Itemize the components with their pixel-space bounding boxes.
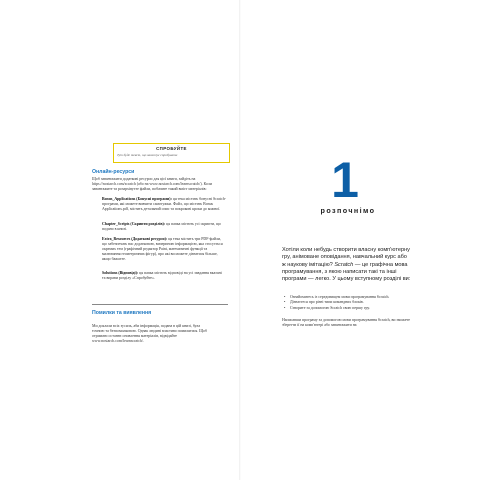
chapter-intro-scratch: Scratch <box>334 261 354 268</box>
chapter-intro-text: — це графічна мова програмування, з якою написати такі та інші програми — легко. У цьому вступному розділі ви: <box>282 261 411 283</box>
right-page <box>240 0 480 480</box>
resource-item <box>102 197 226 212</box>
resource-item <box>102 222 226 232</box>
resource-item <box>102 237 226 262</box>
online-resources-intro: Щоб завантажити додаткові ресурси для цієї книги, зайдіть на https://nostarch.com/scratch (або на www.nostarch.com/learnscratch/). Коли завантажите та розархівуєте файли, побачите такий вміст матеріалів: <box>92 177 212 191</box>
resource-item-text: ця папка містить відповіді на усі завдання вказані та вправи розділу «Спробуйте». <box>102 271 222 280</box>
errors-text: Ми доклали всіх зусиль, аби інформація, подана в цій книзі, була точною та безпомилковою. Однак людині властиво помилятися. Щоб отримати останнє оновлення матеріалів, відвідайте www.nostarch.com/learnscratch/. <box>92 324 207 343</box>
chapter-number: 1 <box>331 152 359 208</box>
resource-item-label: Chapter_Scripts (Скрипти розділів): <box>102 222 166 226</box>
errors-heading: Помилки та виявлення <box>92 310 152 316</box>
resource-item-label: Extra_Resources (Додаткові ресурси): <box>102 237 168 241</box>
resource-item-label: Bonus_Applications (Бонусні програми): <box>102 197 172 201</box>
resource-item-label: Solutions (Відповіді): <box>102 271 139 275</box>
list-item: • Створите за допомогою Scratch свою першу гру. <box>290 306 426 311</box>
resource-item-text: ця папка містить усі скрипти, що подано в книзі. <box>102 222 221 231</box>
list-item: • Ознайомитесь із середовищем мови програмування Scratch. <box>290 295 426 300</box>
chapter-intro <box>282 247 412 283</box>
resource-item-text: ця тека містить три PDF-файли, що забезпечать вас додатковою, вичерпною інформацією, яка стосується окремих тем (графічний редактор Paint, математичні функції та малювання геометричних фігур), про які ви можете дізнатися більше, якщо бажаєте. <box>102 237 223 261</box>
chapter-intro-text: Хотіли коли небудь створити власну комп'ютерну гру, анімоване оповідання, навчальний курс або ж наукову імітацію? <box>282 247 410 268</box>
section-divider <box>92 304 228 305</box>
chapter-goals-list <box>282 295 426 311</box>
try-it-text: Тут буде текст, що заохочує спробувати <box>117 153 178 157</box>
book-gutter <box>239 0 241 480</box>
online-resources-heading: Онлайн-ресурси <box>92 169 135 175</box>
resource-item-text: ця тека містить бонусні Scratch-програми, які можете вивчити самотужки. Файл, що містить Bonus Applications.pdf, містить детальний опис та покрокові кроки до кожної. <box>102 197 226 211</box>
try-it-title: СПРОБУЙТЕ <box>156 146 187 151</box>
chapter-tail-text: Написавши програму за допомогою мови програмування Scratch, ви зможете зберегти її на комп'ютері або завантажити на <box>282 318 410 327</box>
list-item: • Дізнаєтеся про різні типи командних блоків. <box>290 300 426 305</box>
chapter-title: розпочнімо <box>320 206 376 215</box>
try-it-box <box>113 143 230 163</box>
resource-item <box>102 271 226 281</box>
